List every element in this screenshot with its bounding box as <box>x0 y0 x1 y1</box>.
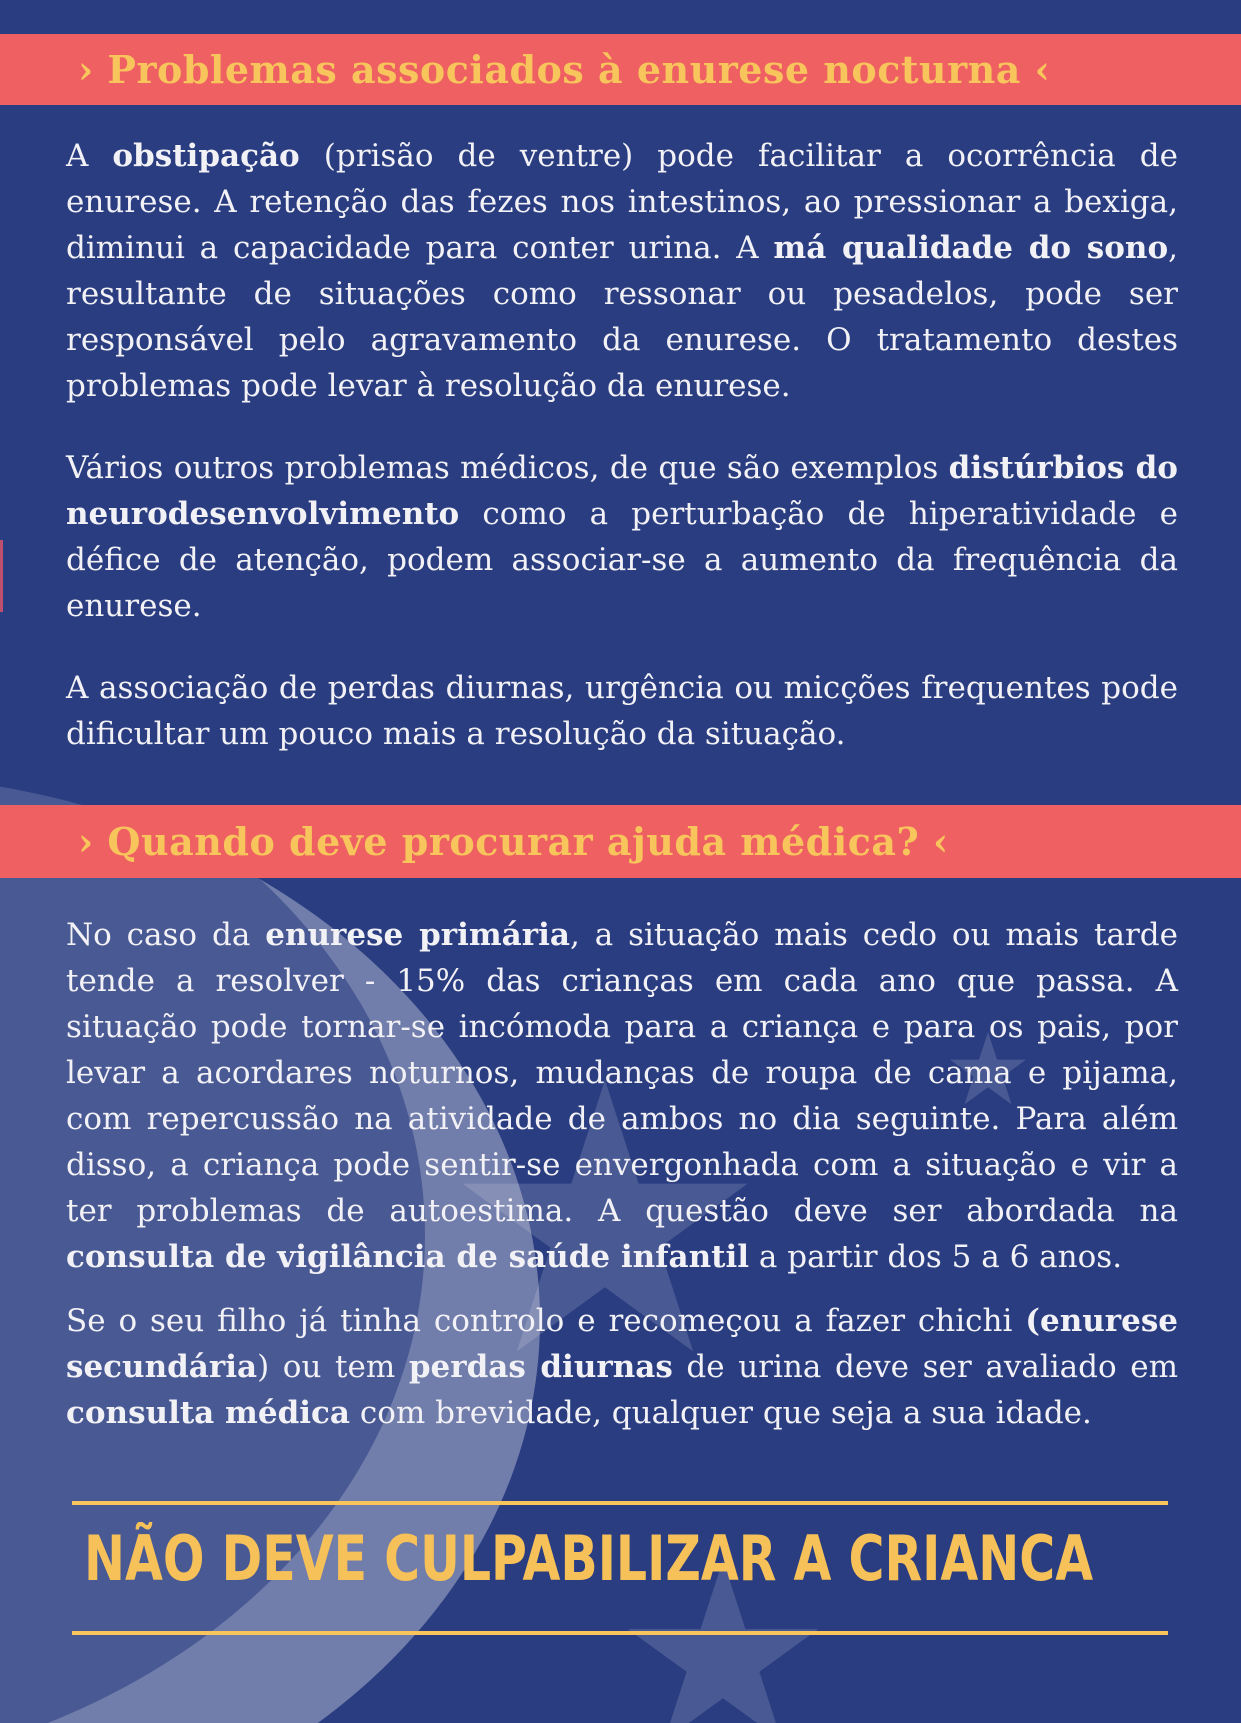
section-header-ajuda-medica <box>0 805 1241 878</box>
footer-divider-top <box>72 1501 1168 1505</box>
paragraph-outros-problemas: Vários outros problemas médicos, de que são exemplos distúrbios do neurodesenvolvimento como a perturbação de hiperatividade e défice de atenção, podem associar-se a aumento da frequência da enurese. <box>66 450 1178 624</box>
section-title-problemas: › Problemas associados à enurese nocturna ‹ <box>78 47 1051 92</box>
paragraph-perdas-diurnas: A associação de perdas diurnas, urgência ou micções frequentes pode dificultar um pouco mais a resolução da situação. <box>66 670 1178 752</box>
paragraph-enurese-primaria: No caso da enurese primária, a situação mais cedo ou mais tarde tende a resolver - 15% das crianças em cada ano que passa. A situação pode tornar-se incómoda para a criança e para os pais, por levar a acordares noturnos, mudanças de roupa de cama e pijama, com repercussão na atividade de ambos no dia seguinte. Para além disso, a criança pode sentir-se envergonhada com a situação e vir a ter problemas de autoestima. A questão deve ser abordada na consulta de vigilância de saúde infantil a partir dos 5 a 6 anos. <box>66 917 1178 1275</box>
left-edge-print-artifact <box>0 540 3 612</box>
footer-divider-bottom <box>72 1631 1168 1635</box>
section-body-problemas <box>66 133 1178 793</box>
section-header-problemas <box>0 34 1241 105</box>
paragraph-enurese-secundaria: Se o seu filho já tinha controlo e recomeçou a fazer chichi (enurese secundária) ou tem perdas diurnas de urina deve ser avaliado em consulta médica com brevidade, qualquer que seja a sua idade. <box>66 1303 1178 1431</box>
footer-message: NÃO DEVE CULPABILIZAR A CRIANCA <box>84 1522 1094 1595</box>
paragraph-obstipacao: A obstipação (prisão de ventre) pode facilitar a ocorrência de enurese. A retenção das fezes nos intestinos, ao pressionar a bexiga, diminui a capacidade para conter urina. A má qualidade do sono, resultante de situações como ressonar ou pesadelos, pode ser responsável pelo agravamento da enurese. O tratamento destes problemas pode levar à resolução da enurese. <box>66 138 1178 404</box>
section-title-ajuda-medica: › Quando deve procurar ajuda médica? ‹ <box>78 819 949 864</box>
section-body-ajuda-medica <box>66 912 1178 1454</box>
